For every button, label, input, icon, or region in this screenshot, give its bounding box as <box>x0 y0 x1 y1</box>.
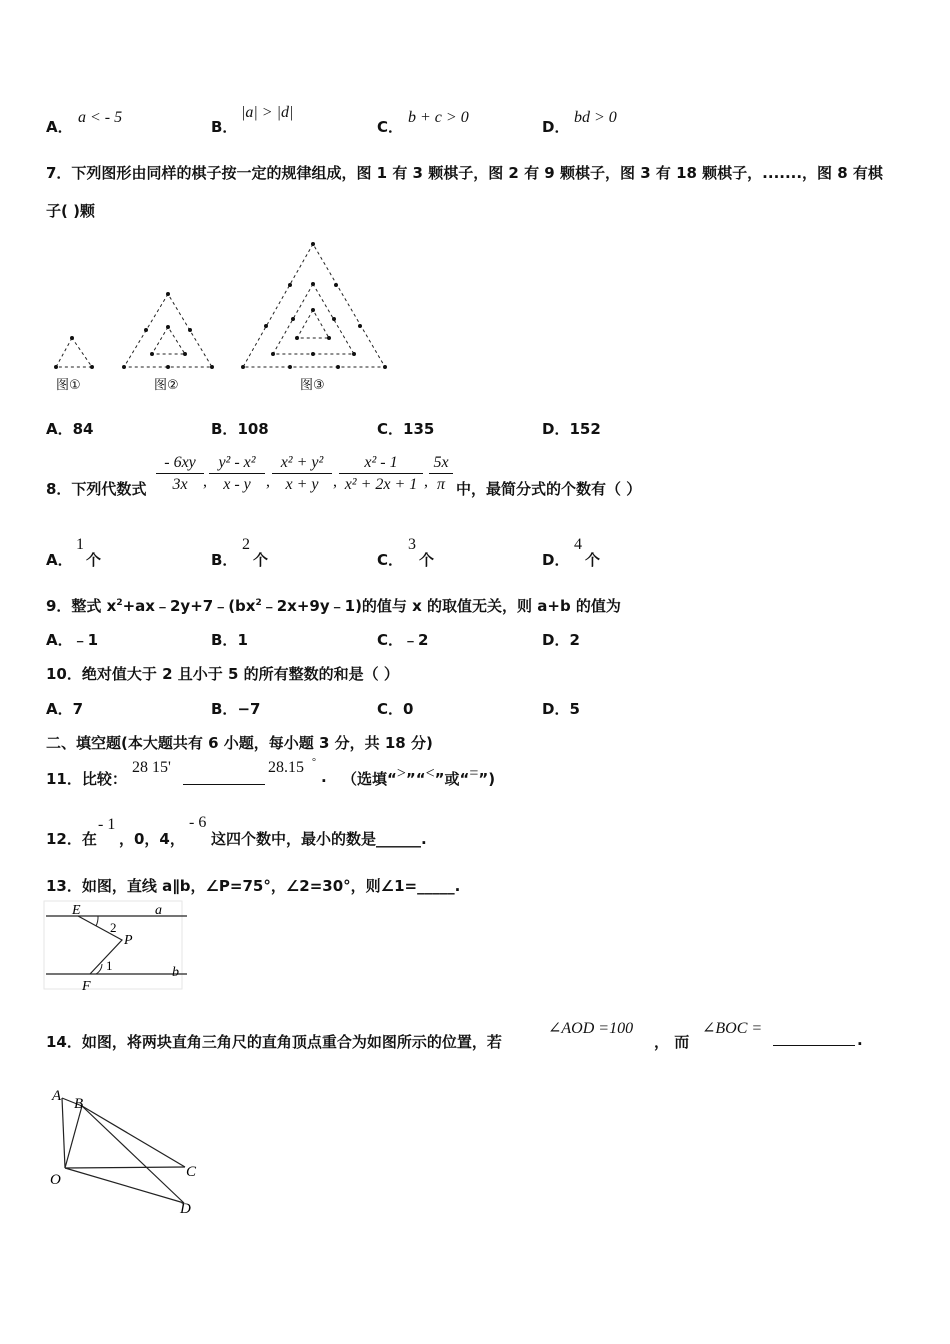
q10-option-a: A．7 <box>46 700 84 718</box>
q10-option-c: C．0 <box>377 700 414 718</box>
q7-option-b: B．108 <box>211 420 269 438</box>
q8-fraction-5: $\frac{5x}{\pi}$ <box>429 454 453 494</box>
q7-stem-line2: 子( )颗 <box>46 202 95 220</box>
q13-label-F: F <box>82 979 91 994</box>
q12-suffix: 这四个数中，最小的数是______. <box>211 830 427 848</box>
q8-comma-3: , <box>333 473 337 490</box>
q8-fraction-4: $\frac{\text{x² - 1}}{\text{x² + 2x + 1}}$ <box>339 454 423 494</box>
q11-right-value: 28.15 <box>268 759 304 776</box>
q8-option-d-letter: D． <box>542 551 570 569</box>
q9-option-c: C．﹣2 <box>377 631 429 649</box>
q14-angle-aod: ∠AOD =100 <box>548 1020 634 1037</box>
q6-option-c: C． <box>377 118 404 136</box>
q10-option-d: D．5 <box>542 700 580 718</box>
q9-option-d: D．2 <box>542 631 580 649</box>
q8-stem-suffix: 中，最简分式的个数有（ ） <box>456 480 642 498</box>
q8-comma-4: , <box>424 473 428 490</box>
q8-fraction-2: $\frac{\text{y² - x²}}{x - y}$ <box>209 454 265 494</box>
q8-fraction-1: $\frac{- 6xy}{3x}$ <box>156 454 204 494</box>
q8-comma-2: , <box>266 473 270 490</box>
q9-option-b: B．1 <box>211 631 248 649</box>
q8-option-b-letter: B． <box>211 551 238 569</box>
q13-label-P: P <box>124 933 133 948</box>
q8-option-b-unit: 个 <box>253 551 269 569</box>
q7-fig2-label: 图② <box>154 378 179 393</box>
q12-number-2: - 6 <box>189 814 207 831</box>
q14-end: . <box>857 1031 863 1049</box>
q7-option-c: C．135 <box>377 420 435 438</box>
q13-figure <box>42 898 187 994</box>
q6-option-c-expr: b + c > 0 <box>408 109 469 126</box>
q13-stem: 13．如图，直线 a∥b，∠P=75°，∠2=30°，则∠1=_____. <box>46 877 461 895</box>
q14-middle: ， 而 <box>654 1033 690 1051</box>
q12-number-1: - 1 <box>98 816 116 833</box>
q8-option-c-num: 3 <box>408 536 416 553</box>
q13-label-E: E <box>72 903 81 918</box>
q9-stem: 9．整式 $x^2+ax﹣2y+7﹣(bx^2﹣2x+9y﹣1)$的值与 x 的取值无关，则 a+b 的值为 <box>46 597 621 615</box>
q6-option-b-expr: |a| > |d| <box>241 104 294 121</box>
q6-option-a-expr: a < - 5 <box>78 109 123 126</box>
q8-option-a-letter: A． <box>46 551 73 569</box>
q8-option-a-unit: 个 <box>86 551 102 569</box>
q7-stem-line1: 7．下列图形由同样的棋子按一定的规律组成，图 1 有 3 颗棋子，图 2 有 9 颗棋子，图 3 有 18 颗棋子，.......，图 8 有棋 <box>46 164 883 182</box>
q6-option-b: B． <box>211 118 238 136</box>
q8-option-a-num: 1 <box>76 536 84 553</box>
q8-option-c-unit: 个 <box>419 551 435 569</box>
q8-comma-1: , <box>203 473 207 490</box>
q13-label-a: a <box>155 903 162 918</box>
q7-fig3-label: 图③ <box>300 378 325 393</box>
q13-label-b: b <box>172 965 179 980</box>
q14-angle-boc: ∠BOC = <box>702 1020 763 1037</box>
q10-stem: 10．绝对值大于 2 且小于 5 的所有整数的和是（ ） <box>46 665 399 683</box>
q13-label-2: 2 <box>110 920 117 935</box>
q8-fraction-3: $\frac{\text{x² + y²}}{x + y}$ <box>272 454 332 494</box>
q7-figures <box>40 232 400 392</box>
q11-hint: （选填“>”“<”或“=”) <box>342 765 496 788</box>
section2-title: 二、填空题(本大题共有 6 小题，每小题 3 分，共 18 分) <box>46 734 433 752</box>
q11-right-mark: ° <box>312 757 316 768</box>
q7-option-d: D．152 <box>542 420 601 438</box>
q11-dot: . <box>321 768 327 786</box>
q7-option-a: A．84 <box>46 420 94 438</box>
q8-option-c-letter: C． <box>377 551 404 569</box>
q12-middle: ，0，4， <box>119 830 185 848</box>
q13-label-1: 1 <box>106 958 113 973</box>
q11-left-value: 28 15' <box>132 759 171 776</box>
q11-answer-blank[interactable] <box>183 768 265 785</box>
q7-fig1-label: 图① <box>56 378 81 393</box>
q12-prefix: 12．在 <box>46 830 97 848</box>
q10-option-b: B．−7 <box>211 700 261 718</box>
q8-option-b-num: 2 <box>242 536 250 553</box>
q14-prefix: 14．如图，将两块直角三角尺的直角顶点重合为如图所示的位置，若 <box>46 1033 502 1051</box>
q14-label-D: D <box>180 1201 191 1217</box>
q14-label-O: O <box>50 1172 61 1188</box>
q14-label-A: A <box>52 1088 62 1104</box>
q8-stem-prefix: 8．下列代数式 <box>46 480 147 498</box>
q14-answer-blank[interactable] <box>773 1030 855 1046</box>
q8-option-d-num: 4 <box>574 536 582 553</box>
q14-figure <box>44 1086 214 1218</box>
q14-label-B: B <box>74 1096 84 1112</box>
q11-prefix: 11．比较： <box>46 770 127 788</box>
q9-option-a: A．﹣1 <box>46 631 99 649</box>
q6-option-d: D． <box>542 118 570 136</box>
q8-option-d-unit: 个 <box>585 551 601 569</box>
q14-label-C: C <box>186 1164 197 1180</box>
q6-option-a: A． <box>46 118 73 136</box>
q6-option-d-expr: bd > 0 <box>574 109 617 126</box>
